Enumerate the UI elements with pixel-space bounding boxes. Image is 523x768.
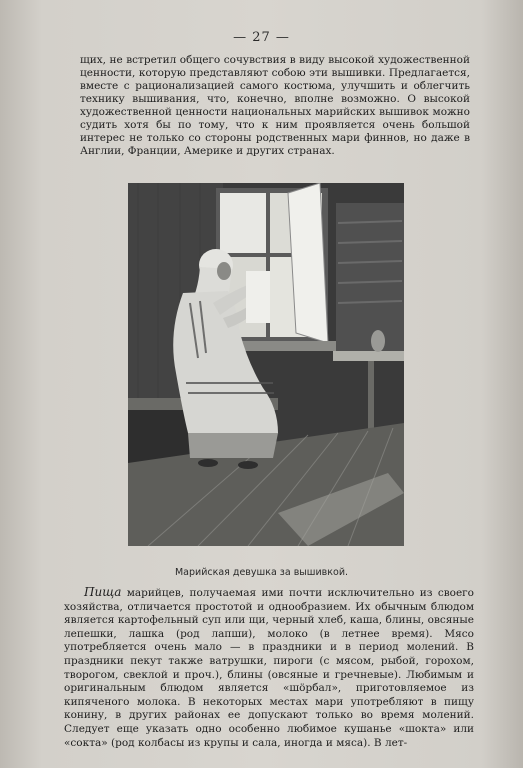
lead-word: Пища bbox=[84, 585, 122, 599]
body-paragraph-text: марийцев, получаемая ими почти исключительно из своего хозяйства, отличается простотой и однообразием. Их обычным блюдом является картофельный суп или щи, черный хлеб, каша, блины, овсяные лепешки, лашка (род лапши), молоко (в летнее время). Мясо употребляется очень мало — в праздники и в период молений. В праздники пекут также ватрушки, пироги (с мясом, рыбой, горохом, творогом, свеклой и проч.), блины (овсяные и гречневые). Любимым и оригинальным блюдом является «шöрбал», приготовляемое из кипяченого молока. В некоторых местах мари употребляют в пищу конину, в других районах ее допускают только во время молений. Следует еще указать одно особенно любимое кушанье «шокта» или «сокта» (род колбасы из крупы и сала, иногда и мяса). В лет- bbox=[64, 587, 474, 749]
body-paragraph bbox=[64, 586, 474, 750]
page-number: — 27 — bbox=[233, 30, 290, 45]
embroidery-girl-illustration bbox=[128, 183, 404, 546]
figure-caption: Марийская девушка за вышивкой. bbox=[174, 567, 349, 578]
top-paragraph: щих, не встретил общего сочувствия в виду высокой художественной ценности, которую представляют собою эти вышивки. Предлагается, вместе с рационализацией самого костюма, улучшить и облегчить технику вышивания, что, конечно, вполне возможно. О высокой художественной ценности национальных марийских вышивок можно судить хотя бы по тому, что к ним проявляется очень большой интерес не только со стороны родственных мари финнов, но даже в Англии, Франции, Америке и других странах. bbox=[80, 54, 470, 157]
